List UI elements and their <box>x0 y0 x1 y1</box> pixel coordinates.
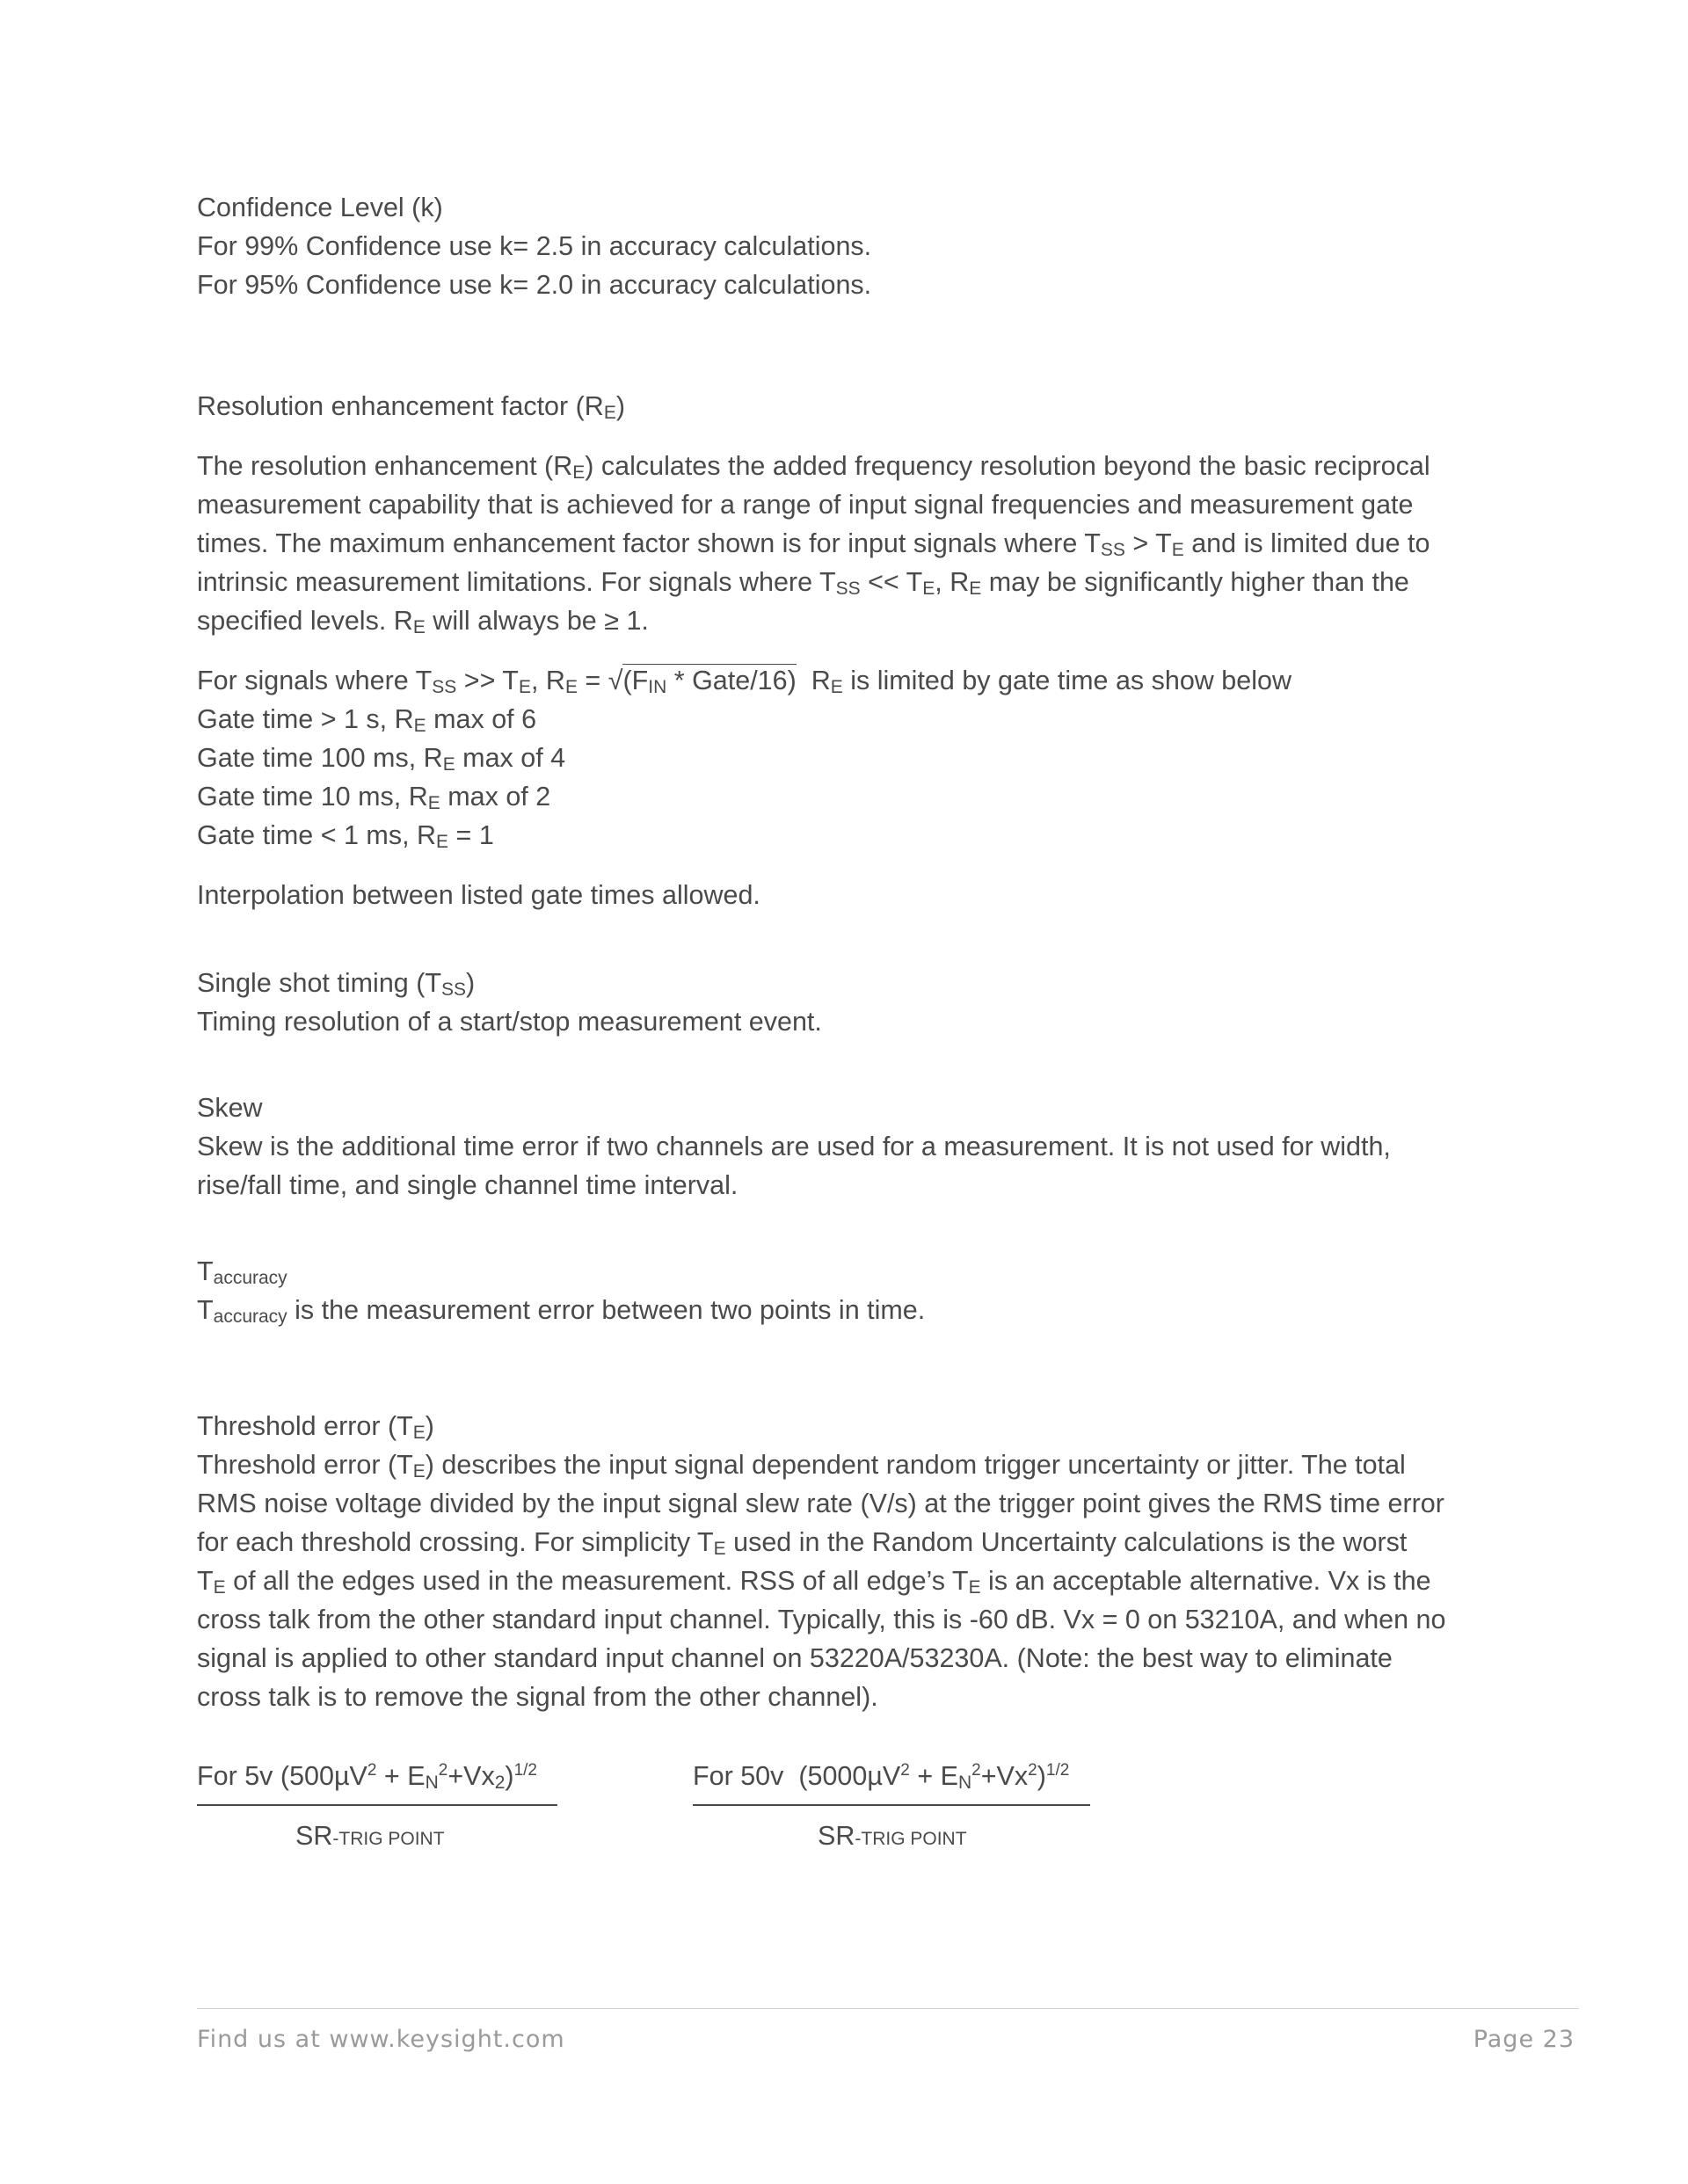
confidence-line-95: For 95% Confidence use k= 2.0 in accuracy calculations. <box>197 270 872 300</box>
resolution-line: intrinsic measurement limitations. For signals where TSS << TE, RE may be significantly higher than the <box>197 567 1409 599</box>
skew-text: rise/fall time, and single channel time interval. <box>197 1170 738 1200</box>
formula-50v-denominator: SR-TRIG POINT <box>818 1821 967 1851</box>
single-shot-heading: Single shot timing (TSS) <box>197 968 476 1000</box>
threshold-line: for each threshold crossing. For simplicity TE used in the Random Uncertainty calculations is the worst <box>197 1527 1408 1559</box>
confidence-heading: Confidence Level (k) <box>197 193 443 222</box>
formula-5v-numerator: For 5v $(500\mu V^2 + EN^2+Vx2)^{1/2}$ <box>197 1761 537 1793</box>
formula-5v-denominator: SR-TRIG POINT <box>295 1821 445 1851</box>
resolution-line: times. The maximum enhancement factor shown is for input signals where TSS > TE and is limited due to <box>197 528 1430 560</box>
footer-website-link[interactable]: Find us at www.keysight.com <box>197 2026 565 2053</box>
gate-time-item: Gate time 100 ms, RE max of 4 <box>197 743 566 775</box>
confidence-line-99: For 99% Confidence use k= 2.5 in accuracy calculations. <box>197 231 872 261</box>
interpolation-note: Interpolation between listed gate times allowed. <box>197 880 760 910</box>
footer-divider <box>197 2008 1579 2009</box>
skew-text: Skew is the additional time error if two channels are used for a measurement. It is not used for width, <box>197 1132 1391 1161</box>
fraction-bar <box>197 1804 557 1806</box>
resolution-line: The resolution enhancement (RE) calculates the added frequency resolution beyond the basic reciprocal <box>197 451 1430 483</box>
threshold-heading: Threshold error (TE) <box>197 1411 434 1443</box>
gate-time-item: Gate time 10 ms, RE max of 2 <box>197 782 551 813</box>
threshold-line: Threshold error (TE) describes the input signal dependent random trigger uncertainty or jitter. The total <box>197 1450 1406 1481</box>
taccuracy-heading: Taccuracy <box>197 1256 287 1288</box>
resolution-heading: Resolution enhancement factor (RE) <box>197 391 626 423</box>
formula-50v-numerator: For 50v $(5000\mu V^2 + EN^2+Vx^2)^{1/2}$ <box>693 1761 1070 1793</box>
fraction-bar <box>693 1804 1090 1806</box>
threshold-line: signal is applied to other standard input channel on 53220A/53230A. (Note: the best way to eliminate <box>197 1643 1393 1673</box>
page-number: Page 23 <box>1473 2026 1575 2053</box>
resolution-line: measurement capability that is achieved for a range of input signal frequencies and measurement gate <box>197 490 1414 520</box>
taccuracy-text: Taccuracy is the measurement error between two points in time. <box>197 1295 926 1327</box>
skew-heading: Skew <box>197 1093 263 1123</box>
threshold-line: TE of all the edges used in the measurement. RSS of all edge’s TE is an acceptable alternative. Vx is the <box>197 1566 1431 1598</box>
threshold-line: cross talk from the other standard input channel. Typically, this is -60 dB. Vx = 0 on 53210A, and when no <box>197 1605 1446 1634</box>
re-formula-line: For signals where TSS >> TE, RE = √(FIN * Gate/16) RE is limited by gate time as show below <box>197 666 1291 697</box>
resolution-line: specified levels. RE will always be ≥ 1. <box>197 606 649 637</box>
single-shot-text: Timing resolution of a start/stop measurement event. <box>197 1007 822 1037</box>
gate-time-item: Gate time > 1 s, RE max of 6 <box>197 704 537 736</box>
gate-time-item: Gate time < 1 ms, RE = 1 <box>197 820 494 852</box>
threshold-line: cross talk is to remove the signal from the other channel). <box>197 1682 878 1712</box>
threshold-line: RMS noise voltage divided by the input signal slew rate (V/s) at the trigger point gives the RMS time error <box>197 1489 1444 1518</box>
square-root-expression: (FIN * Gate/16) <box>622 666 797 697</box>
